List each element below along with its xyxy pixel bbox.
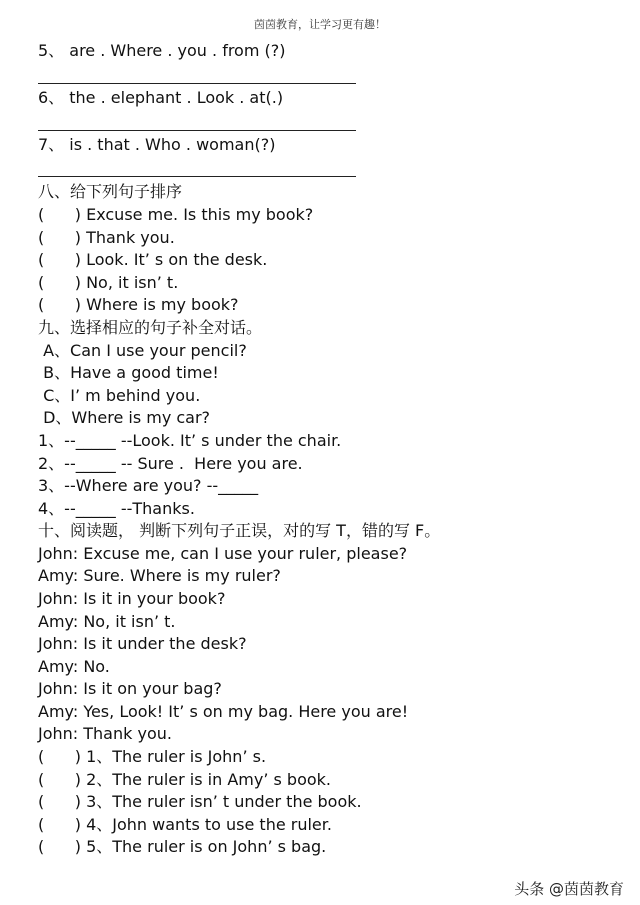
section-10-title: 十、阅读题， 判断下列句子正误，对的写 T，错的写 F。 [38, 521, 441, 540]
dialog-item: 1、--_____ --Look. It’ s under the chair. [38, 431, 342, 450]
source-watermark: 头条 @茵茵教育 [514, 880, 624, 898]
dialog-item: 2、--_____ -- Sure . Here you are. [38, 454, 303, 473]
passage-line: John: Is it on your bag? [38, 679, 222, 698]
passage-line: John: Is it under the desk? [38, 634, 247, 653]
reorder-item-5: 5、 are . Where . you . from (?) [38, 41, 286, 60]
passage-line: John: Is it in your book? [38, 589, 226, 608]
sort-item: ( ) No, it isn’ t. [38, 273, 179, 292]
option-a: A、Can I use your pencil? [38, 341, 247, 360]
answer-line-5[interactable] [38, 83, 356, 84]
reorder-item-7: 7、 is . that . Who . woman(?) [38, 135, 276, 154]
judgement-item: ( ) 4、John wants to use the ruler. [38, 815, 332, 834]
sort-item: ( ) Thank you. [38, 228, 175, 247]
option-d: D、Where is my car? [38, 408, 211, 427]
dialog-item: 3、--Where are you? --_____ [38, 476, 259, 495]
passage-line: John: Thank you. [38, 724, 172, 743]
sort-item: ( ) Excuse me. Is this my book? [38, 205, 314, 224]
passage-line: Amy: No, it isn’ t. [38, 612, 176, 631]
sort-item: ( ) Where is my book? [38, 295, 239, 314]
option-c: C、I’ m behind you. [38, 386, 201, 405]
judgement-item: ( ) 3、The ruler isn’ t under the book. [38, 792, 362, 811]
answer-line-6[interactable] [38, 130, 356, 131]
judgement-item: ( ) 2、The ruler is in Amy’ s book. [38, 770, 332, 789]
section-9-title: 九、选择相应的句子补全对话。 [38, 318, 263, 337]
dialog-item: 4、--_____ --Thanks. [38, 499, 195, 518]
answer-line-7[interactable] [38, 176, 356, 177]
judgement-item: ( ) 1、The ruler is John’ s. [38, 747, 267, 766]
sort-item: ( ) Look. It’ s on the desk. [38, 250, 268, 269]
passage-line: Amy: Sure. Where is my ruler? [38, 566, 281, 585]
section-8-title: 八、给下列句子排序 [38, 182, 183, 201]
judgement-item: ( ) 5、The ruler is on John’ s bag. [38, 837, 327, 856]
passage-line: John: Excuse me, can I use your ruler, please? [38, 544, 408, 563]
header-slogan: 茵茵教育，让学习更有趣！ [254, 18, 386, 31]
passage-line: Amy: No. [38, 657, 110, 676]
option-b: B、Have a good time! [38, 363, 219, 382]
reorder-item-6: 6、 the . elephant . Look . at(.) [38, 88, 284, 107]
passage-line: Amy: Yes, Look! It’ s on my bag. Here you are! [38, 702, 409, 721]
